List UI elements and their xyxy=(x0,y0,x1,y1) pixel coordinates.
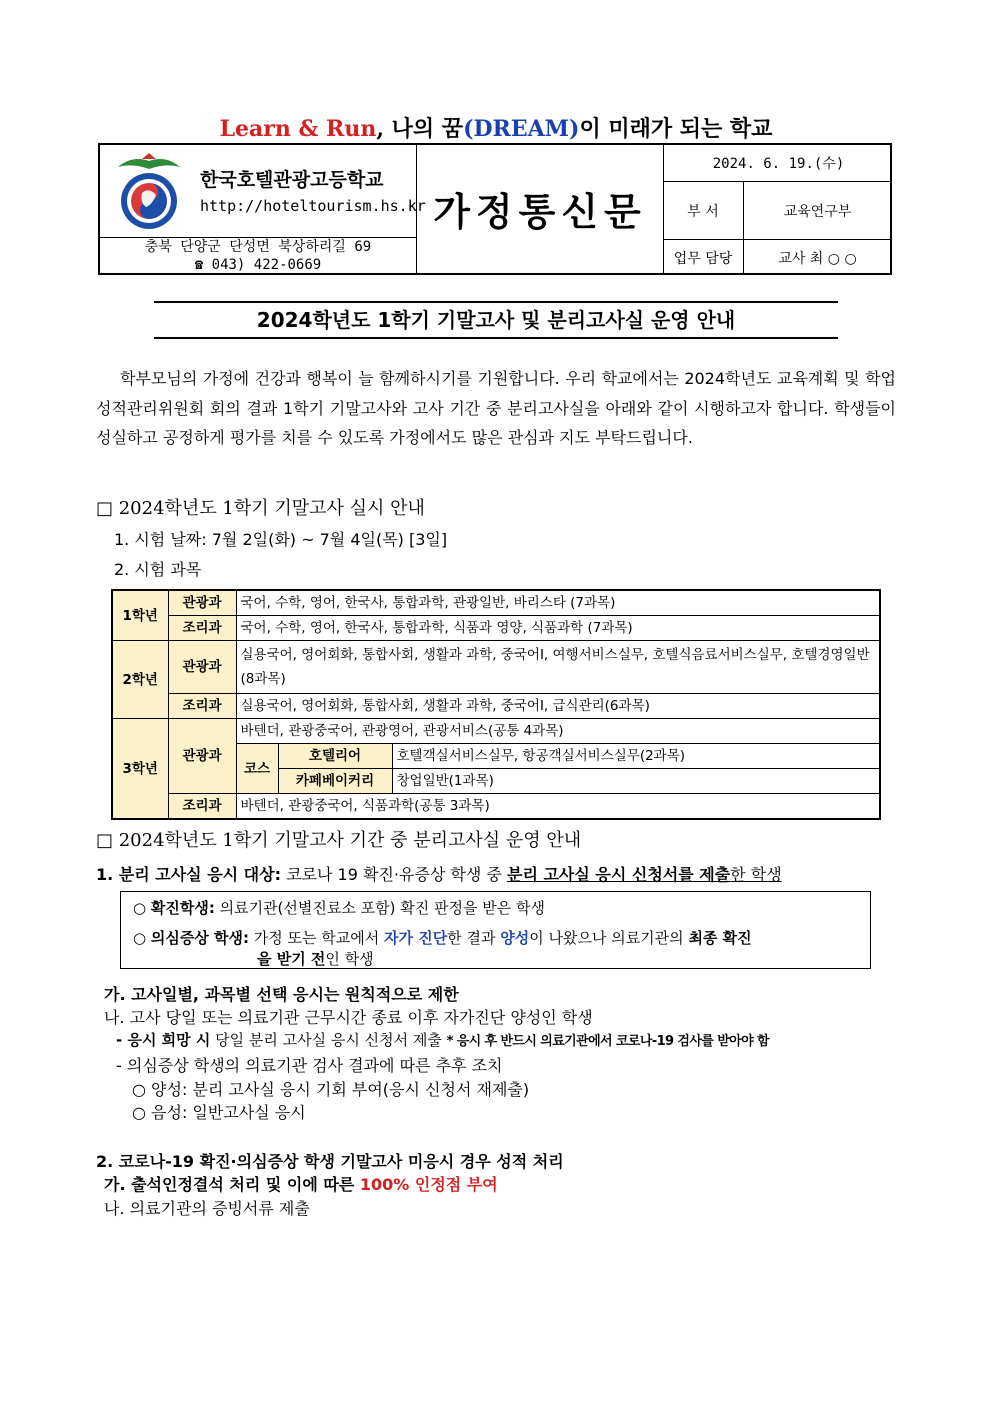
course-name-cell: 호텔리어 xyxy=(278,744,392,769)
grade-rule-na: 나. 의료기관의 증빙서류 제출 xyxy=(104,1199,310,1218)
letter-header xyxy=(98,143,892,275)
subject-list: 국어, 수학, 영어, 한국사, 통합과학, 관광일반, 바리스타 (7과목) xyxy=(236,590,880,616)
subject-list: 바텐더, 관광중국어, 식품과학(공통 3과목) xyxy=(236,794,880,820)
slogan-dream: (DREAM) xyxy=(463,116,580,142)
symptomatic-student-def-cont: 을 받기 전인 학생 xyxy=(257,950,374,968)
course-cell: 코스 xyxy=(236,744,278,794)
subject-list: 실용국어, 영어회화, 통합사회, 생활과 과학, 중국어Ⅰ, 급식관리(6과목) xyxy=(236,694,880,719)
table-row xyxy=(112,694,880,719)
negative-result: ○ 음성: 일반고사실 응시 xyxy=(132,1103,306,1122)
grade-cell: 1학년 xyxy=(112,590,168,641)
table-row xyxy=(112,616,880,641)
document-title: 가정통신문 xyxy=(433,189,647,234)
table-row xyxy=(112,590,880,616)
dept-cell: 조리과 xyxy=(168,616,236,641)
section1-heading: □ 2024학년도 1학기 기말고사 실시 안내 xyxy=(96,498,425,519)
grade-handling-heading: 2. 코로나-19 확진·의심증상 학생 기말고사 미응시 경우 성적 처리 xyxy=(96,1152,564,1171)
exam-subjects-table xyxy=(111,589,881,820)
dept-label: 부 서 xyxy=(687,204,719,220)
course-name-cell: 카페베이커리 xyxy=(278,769,392,794)
dept-cell: 조리과 xyxy=(168,694,236,719)
intro-paragraph: 학부모님의 가정에 건강과 행복이 늘 함께하시기를 기원합니다. 우리 학교에서는 2024학년도 교육계획 및 학업성적관리위원회 회의 결과 1학기 기말고사와 고사 기간 중 분리고사실을 아래와 같이 시행하고자 합니다. 학생들이 성실하고 공정하게 평가를 치를 수 있도록 가정에서도 많은 관심과 지도 부탁드립니다. xyxy=(96,369,896,447)
slogan-learn-run: Learn & Run xyxy=(219,116,377,142)
school-address: 충북 단양군 단성면 북상하리길 69 xyxy=(144,239,372,255)
grade-cell: 3학년 xyxy=(112,719,168,820)
notice-title: 2024학년도 1학기 기말고사 및 분리고사실 운영 안내 xyxy=(154,301,838,339)
school-slogan xyxy=(0,112,992,143)
grade-rule-ga: 가. 출석인정결석 처리 및 이에 따른 100% 인정점 부여 xyxy=(104,1175,498,1194)
dept-cell: 관광과 xyxy=(168,590,236,616)
school-contact xyxy=(100,238,416,274)
slogan-text-2: 이 미래가 되는 학교 xyxy=(579,116,773,142)
exam-subjects-label: 2. 시험 과목 xyxy=(114,560,202,579)
rule-dash-1: - 응시 희망 시 당일 분리 고사실 응시 신청서 제출 * 응시 후 반드시 의료기관에서 코로나-19 검사를 받아야 함 xyxy=(116,1031,769,1049)
target-definition-box xyxy=(120,891,871,969)
dept-cell: 관광과 xyxy=(168,641,236,694)
table-row xyxy=(112,719,880,744)
rule-ga: 가. 고사일별, 과목별 선택 응시는 원칙적으로 제한 xyxy=(104,985,459,1004)
dept-cell: 조리과 xyxy=(168,794,236,820)
dept-cell: 관광과 xyxy=(168,719,236,794)
school-name: 한국호텔관광고등학교 xyxy=(200,169,384,191)
subject-list: 호텔객실서비스실무, 항공객실서비스실무(2과목) xyxy=(392,744,880,769)
rule-dash-2: - 의심증상 학생의 의료기관 검사 결과에 따른 추후 조치 xyxy=(116,1056,503,1075)
exam-date: 1. 시험 날짜: 7월 2일(화) ~ 7월 4일(목) [3일] xyxy=(114,530,448,549)
subject-list: 실용국어, 영어회화, 통합사회, 생활과 과학, 중국어Ⅰ, 여행서비스실무, 호텔식음료서비스실무, 호텔경영일반 (8과목) xyxy=(236,641,880,694)
positive-result: ○ 양성: 분리 고사실 응시 기회 부여(응시 신청서 재제출) xyxy=(132,1080,530,1099)
school-url-link[interactable]: http://hoteltourism.hs.kr xyxy=(200,197,426,215)
manager-value: 교사 최 ○ ○ xyxy=(778,251,857,267)
manager-label: 업무 담당 xyxy=(673,251,733,267)
issue-date: 2024. 6. 19.(수) xyxy=(712,156,845,172)
grade-cell: 2학년 xyxy=(112,641,168,719)
table-row xyxy=(112,794,880,820)
slogan-text-1: , 나의 꿈 xyxy=(376,116,464,142)
table-row xyxy=(112,641,880,694)
school-phone: ☎ 043) 422-0669 xyxy=(194,257,322,273)
symptomatic-student-def: ○ 의심증상 학생: 가정 또는 학교에서 자가 진단한 결과 양성이 나왔으나 의료기관의 최종 확진 xyxy=(133,929,752,947)
subject-list: 바텐더, 관광중국어, 관광영어, 관광서비스(공통 4과목) xyxy=(236,719,880,744)
rule-na: 나. 고사 당일 또는 의료기관 근무시간 종료 이후 자가진단 양성인 학생 xyxy=(104,1008,593,1027)
school-logo-icon xyxy=(112,153,186,233)
subject-list: 창업일반(1과목) xyxy=(392,769,880,794)
confirmed-student-def: ○ 확진학생: 의료기관(선별진료소 포함) 확진 판정을 받은 학생 xyxy=(133,899,545,917)
subject-list: 국어, 수학, 영어, 한국사, 통합과학, 식품과 영양, 식품과학 (7과목) xyxy=(236,616,880,641)
separate-room-target: 1. 분리 고사실 응시 대상: 코로나 19 확진·유증상 학생 중 분리 고사실 응시 신청서를 제출한 학생 xyxy=(96,865,782,884)
section2-heading: □ 2024학년도 1학기 기말고사 기간 중 분리고사실 운영 안내 xyxy=(96,830,582,851)
dept-value: 교육연구부 xyxy=(783,204,852,220)
